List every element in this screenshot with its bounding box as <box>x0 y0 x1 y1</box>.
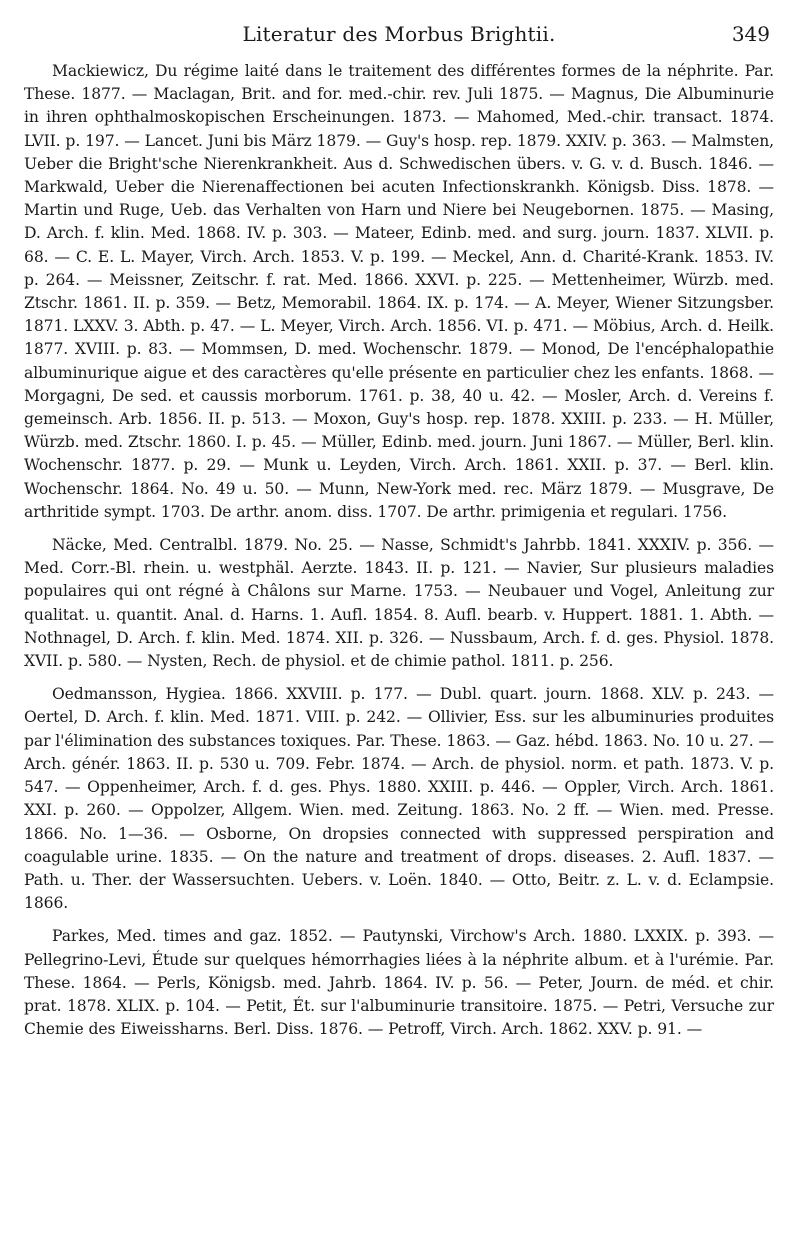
bibliography-paragraph-n: Näcke, Med. Centralbl. 1879. No. 25. — Nasse, Schmidt's Jahrbb. 1841. XXXIV. p. 356. — Med. Corr.-Bl. rhein. u. westphäl. Aerzte. 1843. II. p. 121. — Navier, Sur plusieurs maladies populaires qui ont régné à Châlons sur Marne. 1753. — Neubauer und Vogel, Anleitung zur qualitat. u. quantit. Anal. d. Harns. 1. Aufl. 1854. 8. Aufl. bearb. v. Huppert. 1881. 1. Abth. — Nothnagel, D. Arch. f. klin. Med. 1874. XII. p. 326. — Nussbaum, Arch. f. d. ges. Physiol. 1878. XVII. p. 580. — Nysten, Rech. de physiol. et de chimie pathol. 1811. p. 256. <box>24 536 774 671</box>
bibliography-paragraph-o: Oedmansson, Hygiea. 1866. XXVIII. p. 177. — Dubl. quart. journ. 1868. XLV. p. 243. — Oertel, D. Arch. f. klin. Med. 1871. VIII. p. 242. — Ollivier, Ess. sur les albuminuries produites par l'élimination des substances toxiques. Par. These. 1863. — Gaz. hébd. 1863. No. 10 u. 27. — Arch. génér. 1863. II. p. 530 u. 709. Febr. 1874. — Arch. de physiol. norm. et path. 1873. V. p. 547. — Oppenheimer, Arch. f. d. ges. Phys. 1880. XXIII. p. 446. — Oppler, Virch. Arch. 1861. XXI. p. 260. — Oppolzer, Allgem. Wien. med. Zeitung. 1863. No. 2 ff. — Wien. med. Presse. 1866. No. 1—36. — Osborne, On dropsies connected with suppressed perspiration and coagulable urine. 1835. — On the nature and treatment of drops. diseases. 2. Aufl. 1837. — Path. u. Ther. der Wassersuchten. Uebers. v. Loën. 1840. — Otto, Beitr. z. L. v. d. Eclampsie. 1866. <box>24 685 774 913</box>
page-number: 349 <box>731 22 770 46</box>
bibliography-paragraph-m: Mackiewicz, Du régime laité dans le traitement des différentes formes de la néphrite. Par. These. 1877. — Maclagan, Brit. and for. med.-chir. rev. Juli 1875. — Magnus, Die Albuminurie in ihren ophthalmoskopischen Erscheinungen. 1873. — Mahomed, Med.-chir. transact. 1874. LVII. p. 197. — Lancet. Juni bis März 1879. — Guy's hosp. rep. 1879. XXIV. p. 363. — Malmsten, Ueber die Bright'sche Nierenkrankheit. Aus d. Schwedischen übers. v. G. v. d. Busch. 1846. — Markwald, Ueber die Nierenaffectionen bei acuten Infectionskrankh. Königsb. Diss. 1878. — Martin und Ruge, Ueb. das Verhalten von Harn und Niere bei Neugebornen. 1875. — Masing, D. Arch. f. klin. Med. 1868. IV. p. 303. — Mateer, Edinb. med. and surg. journ. 1837. XLVII. p. 68. — C. E. L. Mayer, Virch. Arch. 1853. V. p. 199. — Meckel, Ann. d. Charité-Krank. 1853. IV. p. 264. — Meissner, Zeitschr. f. rat. Med. 1866. XXVI. p. 225. — Mettenheimer, Würzb. med. Ztschr. 1861. II. p. 359. — Betz, Memorabil. 1864. IX. p. 174. — A. Meyer, Wiener Sitzungsber. 1871. LXXV. 3. Abth. p. 47. — L. Meyer, Virch. Arch. 1856. VI. p. 471. — Möbius, Arch. d. Heilk. 1877. XVIII. p. 83. — Mommsen, D. med. Wochenschr. 1879. — Monod, De l'encéphalopathie albuminurique aigue et des caractères qu'elle présente en particulier chez les enfants. 1868. — Morgagni, De sed. et caussis morborum. 1761. p. 38, 40 u. 42. — Mosler, Arch. d. Vereins f. gemeinsch. Arb. 1856. II. p. 513. — Moxon, Guy's hosp. rep. 1878. XXIII. p. 233. — H. Müller, Würzb. med. Ztschr. 1860. I. p. 45. — Müller, Edinb. med. journ. Juni 1867. — Müller, Berl. klin. Wochenschr. 1877. p. 29. — Munk u. Leyden, Virch. Arch. 1861. XXII. p. 37. — Berl. klin. Wochenschr. 1864. No. 49 u. 50. — Munn, New-York med. rec. März 1879. — Musgrave, De arthritide sympt. 1703. De arthr. anom. diss. 1707. De arthr. primigenia et regulari. 1756. <box>24 62 774 521</box>
running-header <box>24 22 774 56</box>
running-title: Literatur des Morbus Brightii. <box>242 22 556 46</box>
bibliography-paragraph-p: Parkes, Med. times and gaz. 1852. — Pautynski, Virchow's Arch. 1880. LXXIX. p. 393. — Pellegrino-Levi, Étude sur quelques hémorrhagies liées à la néphrite album. et à l'urémie. Par. These. 1864. — Perls, Königsb. med. Jahrb. 1864. IV. p. 56. — Peter, Journ. de méd. et chir. prat. 1878. XLIX. p. 104. — Petit, Ét. sur l'albuminurie transitoire. 1875. — Petri, Versuche zur Chemie des Eiweissharns. Berl. Diss. 1876. — Petroff, Virch. Arch. 1862. XXV. p. 91. — <box>24 927 774 1039</box>
